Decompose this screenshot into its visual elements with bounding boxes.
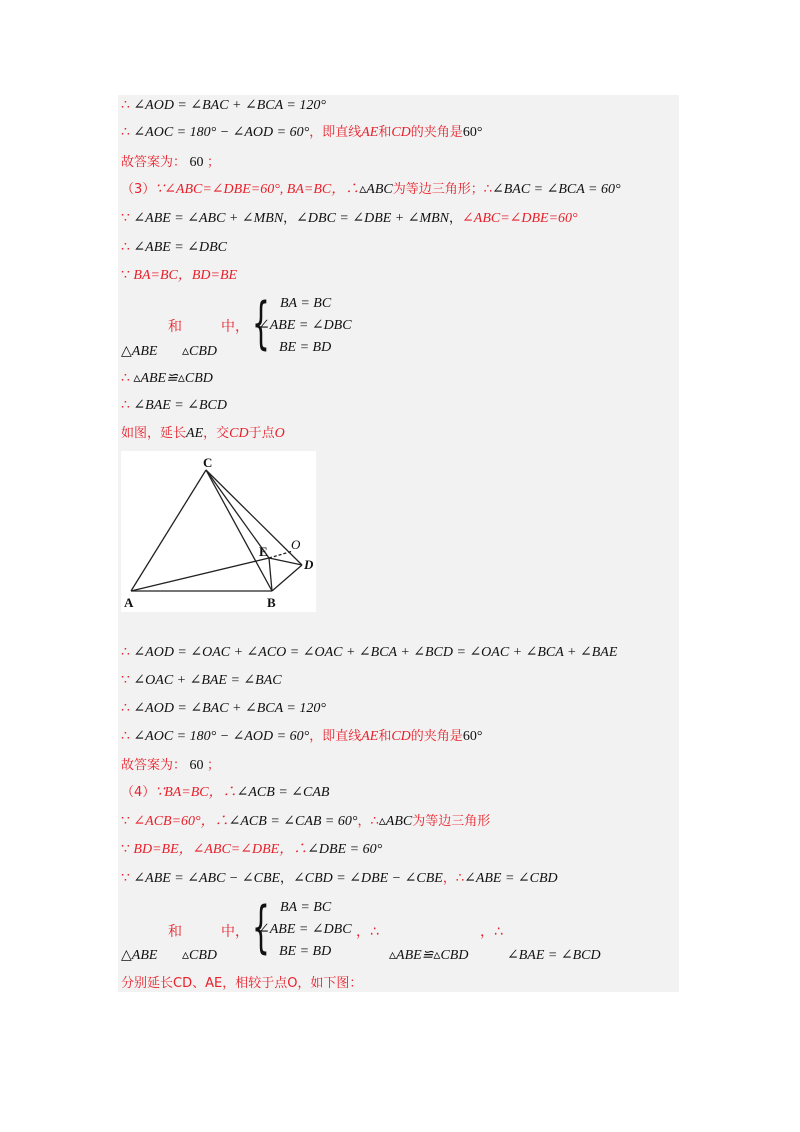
therefore-symbol: ∴: [121, 398, 130, 413]
text: ，∴: [357, 814, 379, 829]
equation: ∠AOD = ∠BAC + ∠BCA = 120°: [133, 98, 326, 113]
text: ∵BA=BC，∴: [155, 785, 237, 800]
text: 的夹角是: [410, 125, 463, 140]
line-16: [121, 756, 220, 776]
text: ∠ACB=60°，∴: [133, 814, 229, 829]
equation: ∠OAC + ∠BAE = ∠BAC: [133, 673, 282, 688]
text: CD: [229, 426, 249, 441]
triangle-symbol: ▵CBD: [182, 344, 218, 359]
value: 60°: [462, 729, 483, 744]
equation: ∠AOD = ∠OAC + ∠ACO = ∠OAC + ∠BCA + ∠BCD = ∠OAC + ∠BCA + ∠BAE: [133, 645, 618, 660]
segment-ae: [131, 558, 269, 591]
equation: ∠AOC = 180° − ∠AOD = 60°: [133, 125, 310, 140]
congruence: ▵ABE≌▵CBD: [389, 948, 469, 963]
text: ，∴: [356, 924, 379, 940]
triangle-symbol: △ABE: [121, 344, 158, 359]
system-row: BE = BD: [279, 944, 332, 959]
value: 60°: [462, 125, 483, 140]
text: AE: [186, 426, 204, 441]
geometry-figure: [121, 451, 316, 612]
equation: ∠BAE = ∠BCD: [507, 948, 601, 963]
equation: BA=BC，BD=BE: [133, 268, 238, 283]
text: ∵∠ABC=∠DBE=60°, BA=BC，∴: [155, 182, 360, 197]
because-symbol: ∵: [121, 842, 130, 857]
line-14: [121, 699, 326, 719]
line-12: [121, 643, 617, 663]
line-10: [121, 396, 227, 416]
text: 如图，延长: [121, 426, 187, 441]
therefore-symbol: ∴: [121, 240, 130, 255]
line-15: [121, 727, 482, 747]
answer-value: 60: [189, 758, 204, 773]
line-18: [121, 812, 490, 832]
equation: ∠CBD = ∠DBE − ∠CBE: [293, 871, 443, 886]
text: AE: [361, 125, 379, 140]
text: 于点: [248, 426, 275, 441]
system-row: BA = BC: [280, 296, 332, 311]
equation: ∠DBE = 60°: [307, 842, 383, 857]
equation: ∠ACB = ∠CAB = 60°: [228, 814, 358, 829]
therefore-symbol: ∴: [121, 371, 130, 386]
answer-value: 60: [189, 155, 204, 170]
equation: ∠ABE = ∠CBD: [464, 871, 558, 886]
equation: ∠AOC = 180° − ∠AOD = 60°: [133, 729, 310, 744]
text: 的夹角是: [410, 729, 463, 744]
text: 分别延长CD、AE，相较于点O，如下图：: [121, 976, 363, 991]
line-4: [121, 180, 621, 200]
text: 为等边三角形: [412, 814, 491, 829]
because-symbol: ∵: [121, 673, 130, 688]
text: ，∴: [480, 924, 503, 940]
text: BD=BE，∠ABC=∠DBE，∴: [133, 842, 308, 857]
equation: ∠AOD = ∠BAC + ∠BCA = 120°: [133, 701, 326, 716]
line-22: [121, 974, 362, 994]
text: 和: [168, 319, 182, 335]
line-1: [121, 96, 326, 116]
text: ，: [280, 871, 294, 886]
line-5: [121, 209, 578, 229]
line-13: [121, 671, 282, 691]
text: ，交: [203, 426, 230, 441]
system-row: ∠ABE = ∠DBC: [258, 922, 352, 937]
equation: ▵ABE≌▵CBD: [133, 371, 213, 386]
because-symbol: ∵: [121, 814, 130, 829]
equation: ∠DBC = ∠DBE + ∠MBN: [296, 211, 450, 226]
part-number: （3）: [121, 182, 156, 197]
text: ，即直线: [309, 125, 362, 140]
triangle-symbol: △ABE: [121, 948, 158, 963]
equation: ∠ABE = ∠ABC + ∠MBN: [133, 211, 284, 226]
triangle-symbol: ▵ABC: [378, 814, 413, 829]
text: CD: [391, 125, 411, 140]
because-symbol: ∵: [121, 211, 130, 226]
system-row: BE = BD: [279, 340, 332, 355]
line-3: [121, 153, 220, 173]
equation: ∠BAE = ∠BCD: [133, 398, 227, 413]
text: 为等边三角形；∴: [392, 182, 492, 197]
therefore-symbol: ∴: [121, 701, 130, 716]
segment-cb: [206, 470, 272, 591]
label-c: C: [203, 455, 213, 470]
label-d: D: [304, 557, 314, 572]
line-11: [121, 424, 285, 444]
line-2: [121, 123, 482, 143]
because-symbol: ∵: [121, 268, 130, 283]
triangle-symbol: ▵CBD: [182, 948, 218, 963]
text: 和: [378, 729, 392, 744]
segment-ac: [131, 470, 206, 591]
equation: ∠ACB = ∠CAB: [236, 785, 330, 800]
system-row: BA = BC: [280, 900, 332, 915]
label-e: E: [259, 544, 268, 559]
triangle-symbol: ▵ABC: [359, 182, 393, 197]
answer-label: 故答案为：: [121, 155, 187, 170]
equation: ∠ABE = ∠DBC: [133, 240, 227, 255]
because-symbol: ∵: [121, 871, 130, 886]
brace-icon: {: [252, 895, 270, 960]
label-o: O: [291, 537, 301, 552]
text: ，∴: [442, 871, 465, 886]
system-row: ∠ABE = ∠DBC: [258, 318, 352, 333]
text: CD: [391, 729, 411, 744]
therefore-symbol: ∴: [121, 729, 130, 744]
text: 和: [378, 125, 392, 140]
equation: ∠BAC = ∠BCA = 60°: [492, 182, 621, 197]
line-19: [121, 840, 382, 860]
equation: ∠ABC=∠DBE=60°: [462, 211, 578, 226]
text: ，: [449, 211, 463, 226]
brace-icon: {: [252, 291, 270, 356]
line-9: [121, 369, 213, 389]
label-a: A: [124, 595, 134, 610]
text: ；: [207, 155, 221, 170]
line-7: [121, 266, 237, 286]
text: ，即直线: [309, 729, 362, 744]
triangle-figure-svg: [121, 451, 316, 612]
text: 中，: [221, 319, 249, 335]
segment-ed: [269, 558, 302, 565]
line-6: [121, 238, 227, 258]
text: ，: [283, 211, 297, 226]
segment-bd: [272, 565, 302, 591]
line-20: [121, 869, 558, 889]
text: AE: [361, 729, 379, 744]
line-17: [121, 783, 329, 803]
segment-cd: [206, 470, 302, 565]
text: ；: [207, 758, 221, 773]
therefore-symbol: ∴: [121, 645, 130, 660]
part-number: （4）: [121, 785, 156, 800]
equation: ∠ABE = ∠ABC − ∠CBE: [133, 871, 281, 886]
text: 中，: [221, 924, 249, 940]
label-b: B: [267, 595, 276, 610]
therefore-symbol: ∴: [121, 125, 130, 140]
therefore-symbol: ∴: [121, 98, 130, 113]
answer-label: 故答案为：: [121, 758, 187, 773]
text: 和: [168, 924, 182, 940]
segment-eo-dashed: [269, 551, 293, 558]
text: O: [274, 426, 285, 441]
